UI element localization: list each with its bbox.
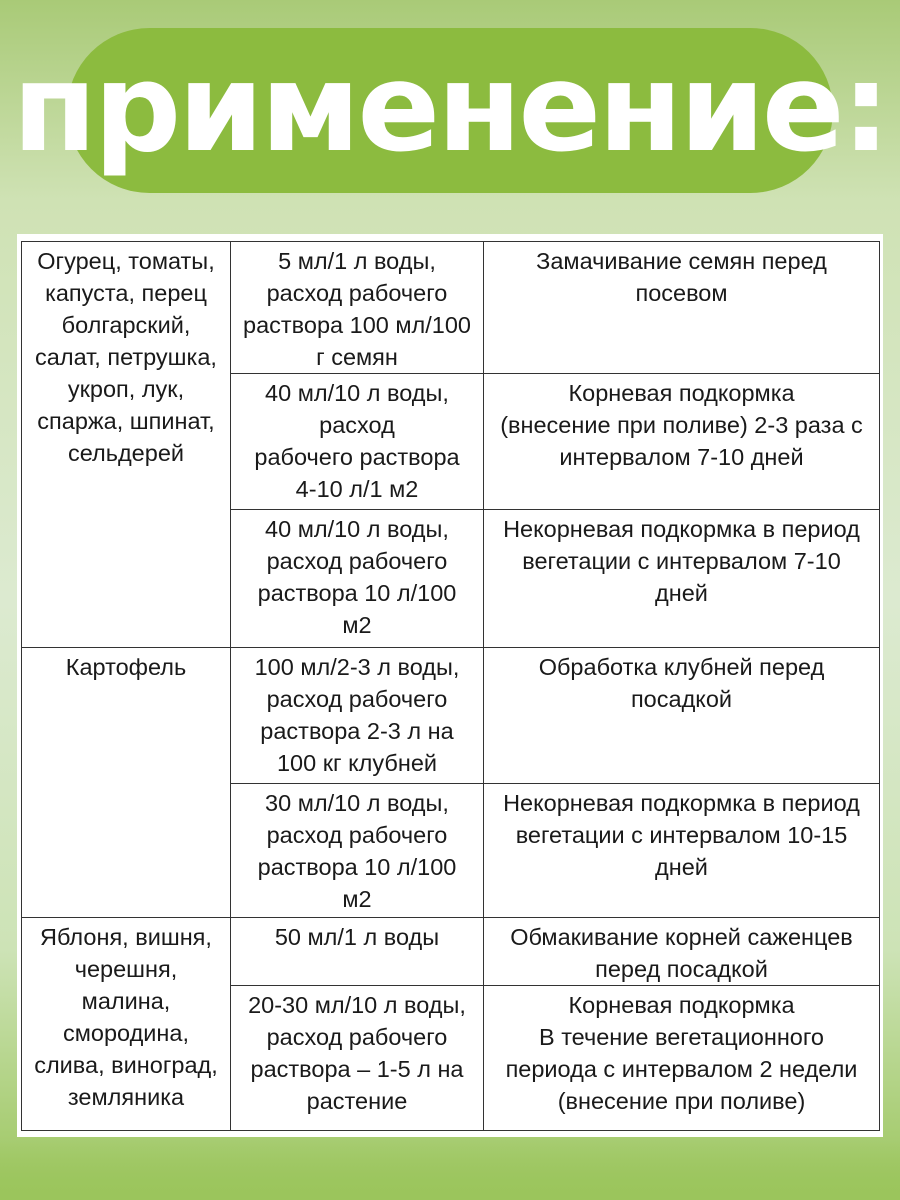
crop-line: Картофель: [65, 654, 187, 680]
method-line: Обработка клубней перед: [538, 654, 825, 680]
dose-line: расход рабочего: [266, 548, 448, 574]
dose-line: 40 мл/10 л воды,: [265, 516, 449, 542]
dose-line: расход: [319, 412, 395, 438]
dose-line: растение: [306, 1088, 408, 1114]
dose-cell: [231, 510, 484, 648]
method-line: Некорневая подкормка в период: [503, 516, 860, 542]
method-line: интервалом 7-10 дней: [559, 444, 804, 470]
dose-line: расход рабочего: [266, 1024, 448, 1050]
crop-line: слива, виноград,: [34, 1052, 218, 1078]
method-line: Некорневая подкормка в период: [503, 790, 860, 816]
method-line: (внесение при поливе): [557, 1088, 806, 1114]
method-cell: [484, 986, 880, 1131]
crop-line: сельдерей: [67, 440, 185, 466]
method-line: дней: [655, 854, 708, 880]
method-line: посадкой: [630, 686, 733, 712]
dose-line: раствора 10 л/100: [257, 854, 457, 880]
dose-line: 50 мл/1 л воды: [274, 924, 440, 950]
method-line: Корневая подкормка: [568, 380, 795, 406]
method-line: Корневая подкормка: [568, 992, 795, 1018]
title-banner: [12, 28, 888, 193]
dose-line: расход рабочего: [266, 280, 448, 306]
crop-line: Огурец, томаты,: [37, 248, 215, 274]
table-row: [22, 918, 880, 986]
page-title: применение:: [12, 36, 888, 179]
crop-line: Яблоня, вишня,: [40, 924, 212, 950]
crop-cell: [22, 918, 231, 1131]
dose-line: раствора 2-3 л на: [260, 718, 454, 744]
dose-line: 30 мл/10 л воды,: [265, 790, 449, 816]
crop-line: черешня,: [74, 956, 178, 982]
method-cell: [484, 510, 880, 648]
dose-cell: [231, 784, 484, 918]
crop-line: капуста, перец: [45, 280, 207, 306]
bottom-decoration: [0, 1140, 900, 1200]
crop-cell: [22, 242, 231, 648]
method-line: Обмакивание корней саженцев: [510, 924, 853, 950]
crop-line: салат, петрушка,: [35, 344, 217, 370]
table-row: [22, 648, 880, 784]
method-cell: [484, 784, 880, 918]
dose-line: 5 мл/1 л воды,: [278, 248, 436, 274]
method-line: периода с интервалом 2 недели: [505, 1056, 858, 1082]
crop-line: смородина,: [62, 1020, 189, 1046]
table-row: [22, 242, 880, 374]
method-cell: [484, 374, 880, 510]
method-line: вегетации с интервалом 7-10: [522, 548, 841, 574]
dose-cell: [231, 374, 484, 510]
dose-line: 4-10 л/1 м2: [295, 476, 419, 502]
method-line: Замачивание семян перед: [536, 248, 827, 274]
dose-line: раствора – 1-5 л на: [250, 1056, 464, 1082]
crop-line: земляника: [67, 1084, 185, 1110]
usage-table: [21, 241, 880, 1131]
method-cell: [484, 648, 880, 784]
method-cell: [484, 242, 880, 374]
method-cell: [484, 918, 880, 986]
dose-line: 20-30 мл/10 л воды,: [248, 992, 466, 1018]
dose-line: 100 кг клубней: [276, 750, 438, 776]
dose-line: раствора 100 мл/100: [243, 312, 471, 338]
dose-line: м2: [342, 612, 372, 638]
dose-cell: [231, 918, 484, 986]
method-line: (внесение при поливе) 2-3 раза с: [500, 412, 863, 438]
dose-line: расход рабочего: [266, 822, 448, 848]
dose-cell: [231, 242, 484, 374]
dose-line: м2: [342, 886, 372, 912]
crop-line: малина,: [81, 988, 171, 1014]
dose-line: расход рабочего: [266, 686, 448, 712]
dose-cell: [231, 986, 484, 1131]
crop-cell: [22, 648, 231, 918]
crop-line: болгарский,: [61, 312, 191, 338]
crop-line: спаржа, шпинат,: [37, 408, 215, 434]
method-line: посевом: [635, 280, 728, 306]
crop-line: укроп, лук,: [67, 376, 185, 402]
method-line: вегетации с интервалом 10-15: [515, 822, 848, 848]
dose-line: г семян: [316, 344, 398, 370]
dose-line: рабочего раствора: [254, 444, 460, 470]
method-line: перед посадкой: [595, 956, 768, 982]
dose-line: раствора 10 л/100: [257, 580, 457, 606]
method-line: В течение вегетационного: [538, 1024, 825, 1050]
method-line: дней: [655, 580, 708, 606]
dose-line: 100 мл/2-3 л воды,: [254, 654, 460, 680]
dose-cell: [231, 648, 484, 784]
dose-line: 40 мл/10 л воды,: [265, 380, 449, 406]
